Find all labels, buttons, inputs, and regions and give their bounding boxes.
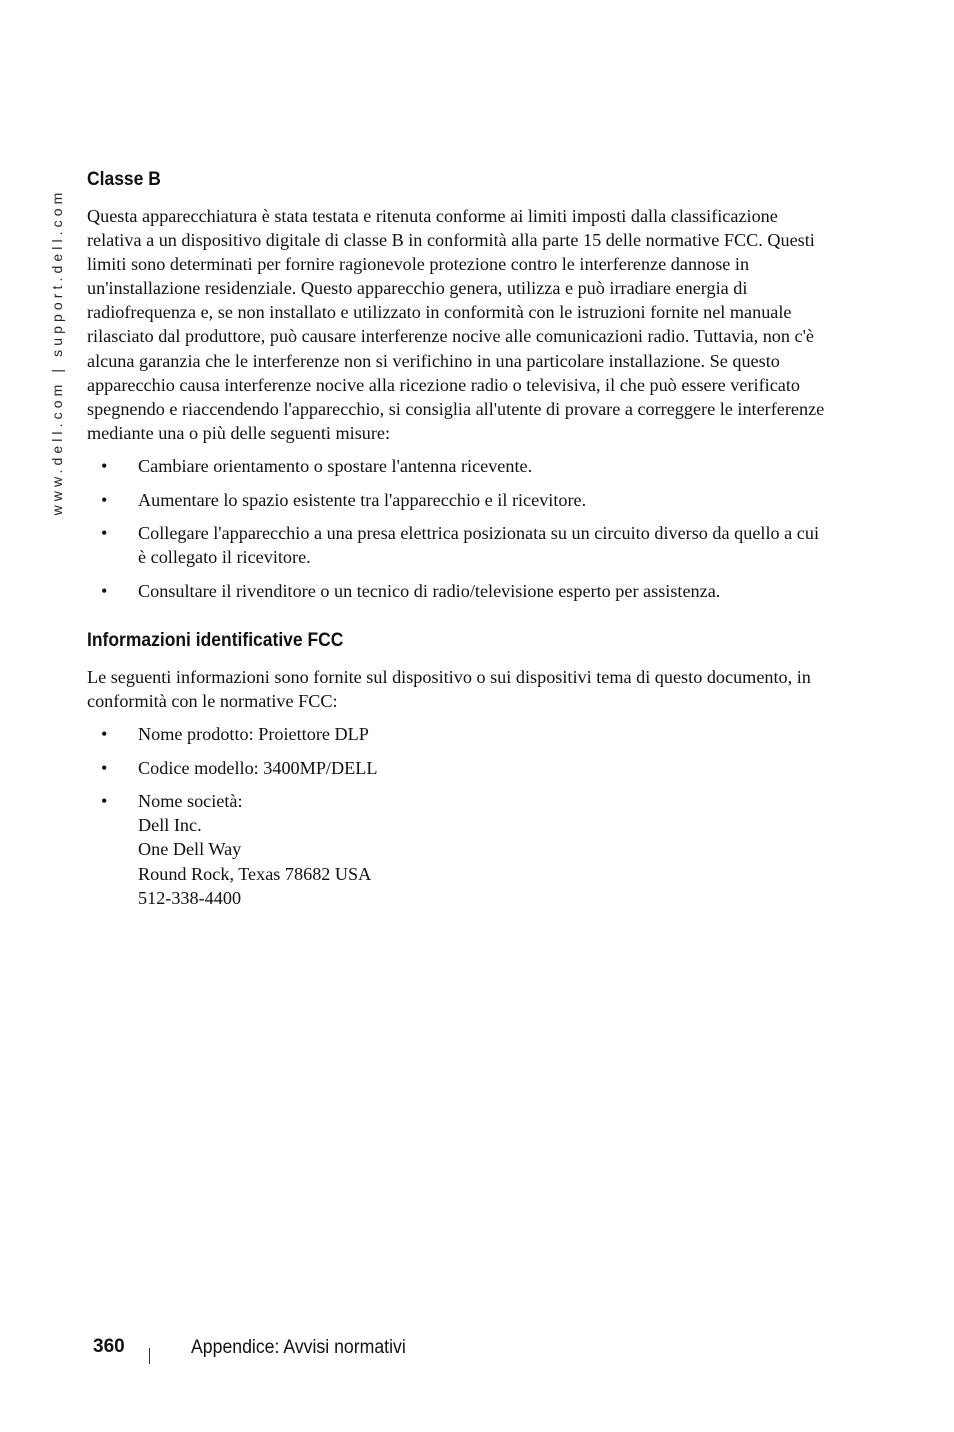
list-item-text: Cambiare orientamento o spostare l'antenna ricevente. [138, 455, 533, 476]
list-item [87, 789, 827, 909]
bullet-icon: • [101, 791, 108, 812]
company-name: Dell Inc. [138, 815, 202, 836]
classe-b-measures-list [87, 454, 827, 603]
page-content [87, 168, 827, 919]
bullet-icon: • [101, 489, 108, 510]
bullet-icon: • [101, 455, 108, 476]
bullet-icon: • [101, 757, 108, 778]
bullet-icon: • [101, 724, 108, 745]
classe-b-paragraph: Questa apparecchiatura è stata testata e ritenuta conforme ai limiti imposti dalla classificazione relativa a un dispositivo digitale di classe B in conformità alla parte 15 delle normative FCC. Questi limiti sono determinati per fornire ragionevole protezione contro le interferenze dannose in un'installazione residenziale. Questo apparecchio genera, utilizza e può irradiare energia di radiofrequenza e, se non installato e utilizzato in conformità con le istruzioni fornite nel manuale rilasciato dal produttore, può causare interferenze nocive alle comunicazioni radio. Tuttavia, non c'è alcuna garanzia che le interferenze non si verifichino in una particolare installazione. Se questo apparecchio causa interferenze nocive alla ricezione radio o televisiva, il che può essere verificato spegnendo e riaccendendo l'apparecchio, si consiglia all'utente di provare a correggere le interferenze mediante una o più delle seguenti misure: [87, 206, 825, 443]
footer-separator [149, 1348, 150, 1364]
fcc-info-paragraph: Le seguenti informazioni sono fornite sul dispositivo o sui dispositivi tema di questo documento, in conformità con le normative FCC: [87, 666, 811, 711]
model-code-text: Codice modello: 3400MP/DELL [138, 757, 378, 778]
side-url-text: www.dell.com | support.dell.com [49, 188, 65, 516]
section-title-classe-b: Classe B [87, 169, 161, 190]
footer-chapter-title: Appendice: Avvisi normativi [191, 1337, 406, 1358]
page-number: 360 [93, 1336, 125, 1357]
company-phone: 512-338-4400 [138, 887, 242, 908]
list-item-text: Consultare il rivenditore o un tecnico di radio/televisione esperto per assistenza. [138, 580, 721, 601]
bullet-icon: • [101, 523, 108, 544]
list-item [87, 756, 827, 780]
list-item [87, 488, 827, 512]
company-street: One Dell Way [138, 839, 242, 860]
list-item [87, 454, 827, 478]
fcc-info-list [87, 722, 827, 910]
list-item [87, 722, 827, 746]
list-item-text: Aumentare lo spazio esistente tra l'apparecchio e il ricevitore. [138, 489, 587, 510]
list-item [87, 521, 827, 569]
company-label: Nome società: [138, 791, 243, 812]
product-name-text: Nome prodotto: Proiettore DLP [138, 724, 369, 745]
list-item-text: Collegare l'apparecchio a una presa elettrica posizionata su un circuito diverso da quello a cui è collegato il ricevitore. [138, 523, 819, 568]
company-city: Round Rock, Texas 78682 USA [138, 863, 372, 884]
section-title-fcc-info: Informazioni identificative FCC [87, 629, 344, 651]
list-item [87, 579, 827, 603]
bullet-icon: • [101, 580, 108, 601]
